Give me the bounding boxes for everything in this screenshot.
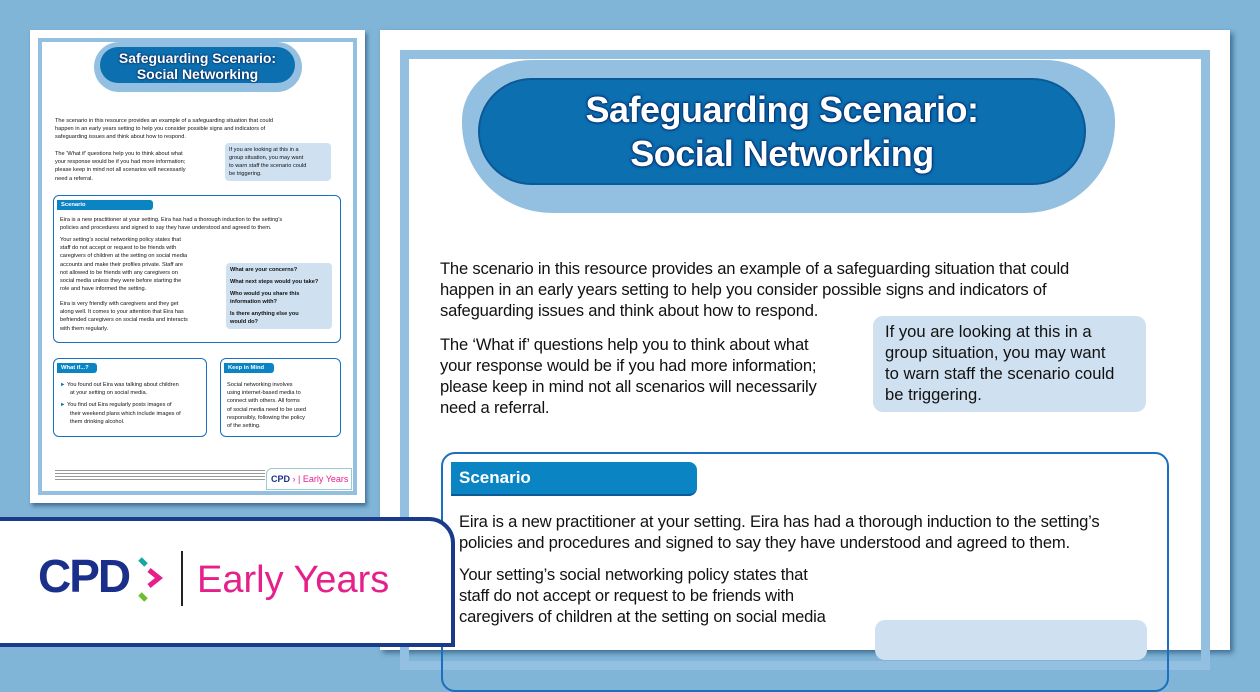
text-line: The scenario in this resource provides an example of a safeguarding situation that could <box>440 259 1070 278</box>
text-line: to warn staff the scenario could <box>229 163 307 169</box>
text-line: need a referral. <box>55 175 93 182</box>
thumb-logo: CPD › | Early Years <box>266 468 352 490</box>
thumb-scenario-box <box>53 195 341 343</box>
text-line: happen in an early years setting to help you consider possible signs and indicators of <box>55 126 266 133</box>
intro-paragraph <box>440 258 1069 321</box>
question: What are your concerns? <box>230 267 298 273</box>
text-line: along well. It comes to your attention that Eira has <box>60 309 184 316</box>
whatif-item: ► You find out Eira regularly posts images of <box>60 402 172 409</box>
text-line: caregivers of children at the setting on social media <box>60 253 188 260</box>
text-line: If you are looking at this in a <box>229 147 299 153</box>
text-line: with them regularly. <box>60 325 109 332</box>
cpd-logo-text: CPD <box>38 550 130 602</box>
text-line: need a referral. <box>440 398 550 417</box>
whatif-intro-paragraph <box>440 334 817 418</box>
thumb-whatif-intro <box>55 150 186 183</box>
text-line: Social networking involves <box>227 382 293 388</box>
question: What next steps would you take? <box>230 279 319 285</box>
text-line: not allowed to be friends with any caregivers on <box>60 269 178 276</box>
text-line: safeguarding issues and think about how to respond. <box>440 301 819 320</box>
scenario-box <box>441 452 1169 692</box>
thumb-whatif-box <box>53 358 207 437</box>
text-line: connect with others. All forms <box>227 398 300 405</box>
text-line: using internet-based media to <box>227 390 301 397</box>
text-line: Eira is a new practitioner at your setting. Eira has had a thorough induction to the setting’s <box>459 512 1100 531</box>
text-line: The scenario in this resource provides an example of a safeguarding situation that could <box>55 118 273 124</box>
text-line: of social media need to be used <box>227 406 306 413</box>
text-line: be triggering. <box>885 385 982 404</box>
logo-divider <box>181 551 183 606</box>
text-line: befriended caregivers on social media and interacts <box>60 317 188 324</box>
text-line: be triggering. <box>229 171 262 177</box>
footer-disclaimer <box>55 470 265 480</box>
text-line: of the setting. <box>227 423 261 430</box>
page-title <box>478 78 1086 185</box>
title-line: Safeguarding Scenario: <box>118 50 277 66</box>
text-line: caregivers of children at the setting on social media <box>459 607 826 626</box>
text-line: Eira is a new practitioner at your setting. Eira has had a thorough induction to the setting’s <box>60 217 283 223</box>
product-name: Early Years <box>197 559 390 601</box>
text-line: accounts and make their profiles private. Staff are <box>60 261 184 268</box>
question: Is there anything else you <box>230 311 299 317</box>
scenario-heading: Scenario <box>57 200 153 210</box>
text-line: responsibly, following the policy <box>227 414 305 421</box>
question: information with? <box>230 299 277 305</box>
text-line: policies and procedures and signed to say they have understood and agreed to them. <box>459 533 1070 552</box>
text-line: to warn staff the scenario could <box>885 364 1115 383</box>
text-line: your response would be if you had more information; <box>440 356 817 375</box>
thumb-keep-box <box>220 358 341 437</box>
text-line: role and have informed the setting. <box>60 286 147 293</box>
text-line: staff do not accept or request to be friends with <box>459 586 794 605</box>
whatif-heading: What if...? <box>57 363 97 373</box>
page-preview <box>380 30 1230 650</box>
title-line: Social Networking <box>136 66 259 82</box>
title-line: Social Networking <box>630 133 934 174</box>
thumb-callout <box>225 143 331 181</box>
keep-heading: Keep in Mind <box>224 363 274 373</box>
text-line: your response would be if you had more information; <box>55 159 186 166</box>
text-line: The ‘What if’ questions help you to think about what <box>55 151 183 157</box>
text-line: their weekend plans which include images of <box>70 410 181 417</box>
thumb-title <box>100 47 295 83</box>
trigger-callout <box>873 316 1146 412</box>
thumb-questions <box>226 263 332 329</box>
chevron-logo-icon <box>137 556 167 604</box>
title-line: Safeguarding Scenario: <box>585 89 979 130</box>
text-line: at your setting on social media. <box>70 390 148 397</box>
text-line: staff do not accept or request to be friends with <box>60 245 177 252</box>
brand-logo-panel <box>0 517 455 647</box>
text-line: them drinking alcohol. <box>70 418 125 425</box>
text-line: social media unless they were before starting the <box>60 278 182 285</box>
text-line: group situation, you may want <box>229 155 304 161</box>
text-line: please keep in mind not all scenarios will necessarily <box>440 377 817 396</box>
text-line: Your setting’s social networking policy states that <box>459 565 808 584</box>
thumb-intro <box>55 117 273 142</box>
text-line: safeguarding issues and think about how to respond. <box>55 134 186 141</box>
questions-callout <box>875 620 1147 660</box>
text-line: The ‘What if’ questions help you to think about what <box>440 335 809 354</box>
page-thumbnail <box>30 30 365 503</box>
text-line: If you are looking at this in a <box>885 322 1092 341</box>
scenario-heading: Scenario <box>451 462 697 496</box>
text-line: policies and procedures and signed to say they have understood and agreed to them. <box>60 225 272 232</box>
text-line: Your setting’s social networking policy states that <box>60 237 181 243</box>
text-line: Eira is very friendly with caregivers and they get <box>60 301 179 307</box>
question: would do? <box>230 319 258 325</box>
question: Who would you share this <box>230 291 300 297</box>
whatif-item: ► You found out Eira was talking about children <box>60 382 179 388</box>
text-line: please keep in mind not all scenarios will necessarily <box>55 167 186 174</box>
text-line: happen in an early years setting to help you consider possible signs and indicators of <box>440 280 1047 299</box>
text-line: group situation, you may want <box>885 343 1106 362</box>
